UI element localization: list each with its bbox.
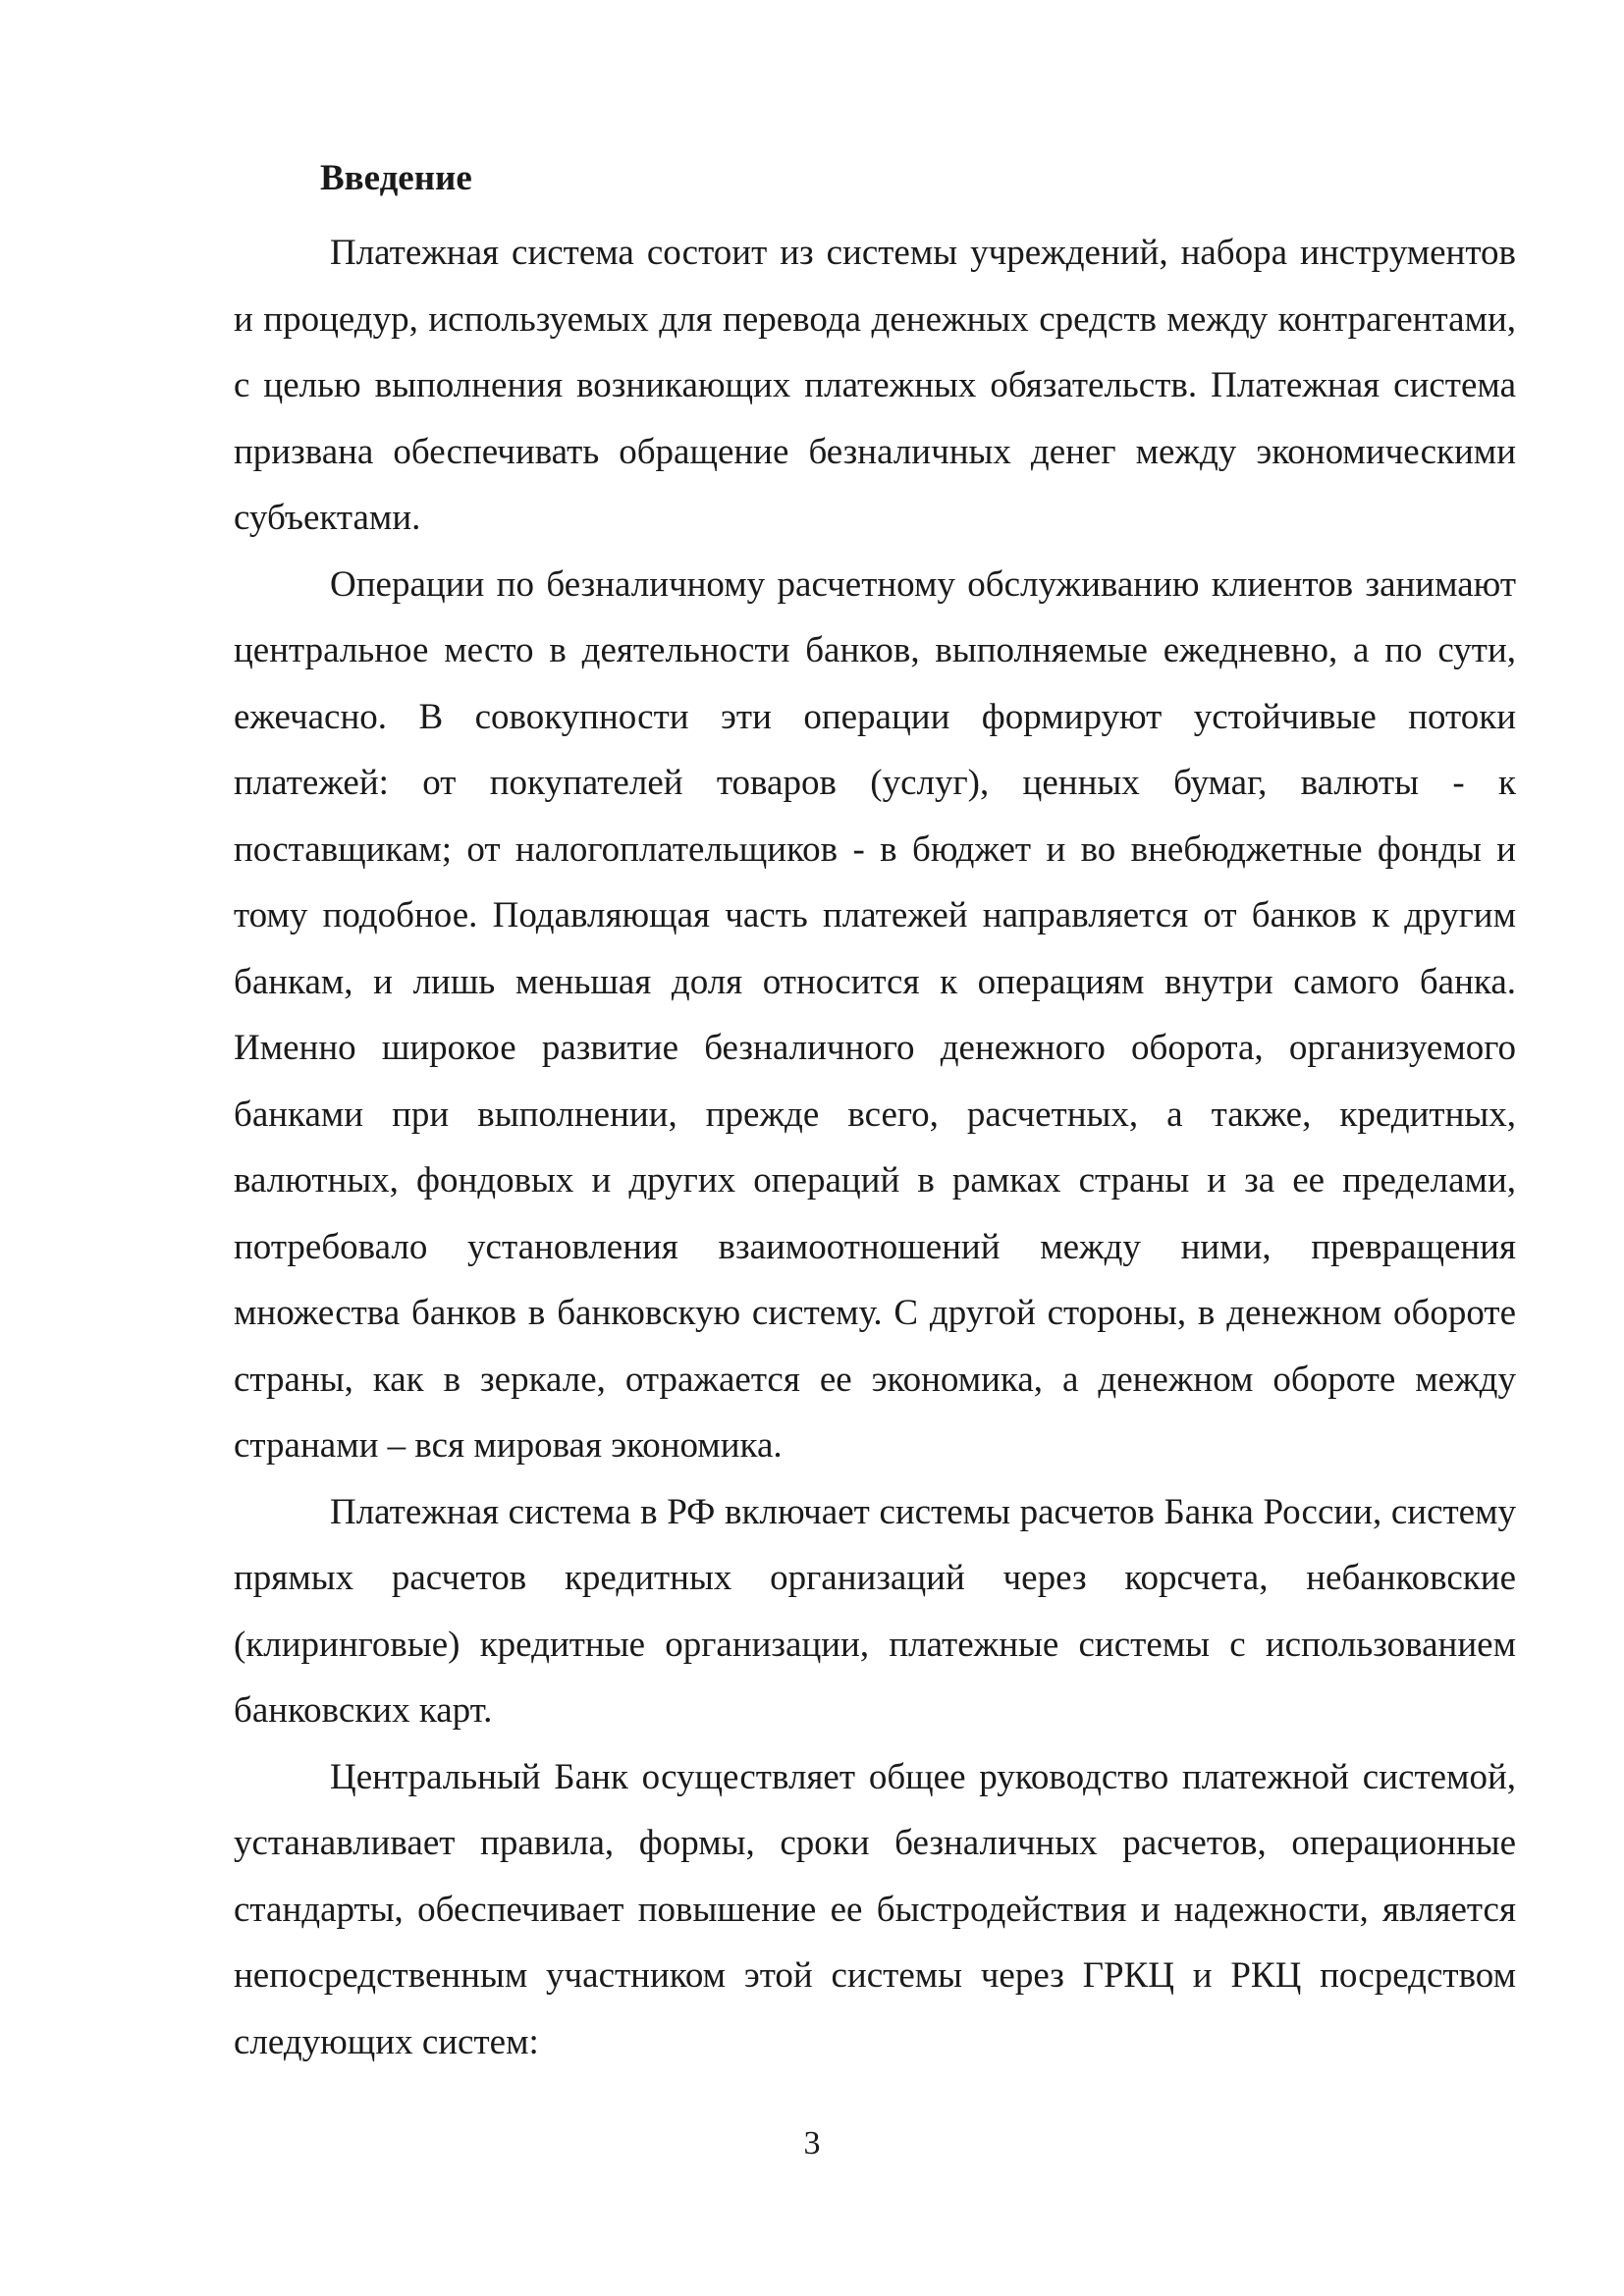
paragraph-3: Платежная система в РФ включает системы расчетов Банка России, систему прямых расчетов кредитных организаций через корсчета, небанковские (клиринговые) кредитные организации, платежные системы с использованием банковских карт. (234, 1491, 1516, 1731)
paragraph-2: Операции по безналичному расчетному обслуживанию клиентов занимают центральное место в деятельности банков, выполняемые ежедневно, а по сути, ежечасно. В совокупности эти операции формируют устойчивые потоки платежей: от покупателей товаров (услуг), ценных бумаг, валюты - к поставщикам; от налогоплательщиков - в бюджет и во внебюджетные фонды и тому подобное. Подавляющая часть платежей направляется от банков к другим банкам, и лишь меньшая доля относится к операциям внутри самого банка. Именно широкое развитие безналичного денежного оборота, организуемого банками при выполнении, прежде всего, расчетных, а также, кредитных, валютных, фондовых и других операций в рамках страны и за ее пределами, потребовало установления взаимоотношений между ними, превращения множества банков в банковскую систему. С другой стороны, в денежном обороте страны, как в зеркале, отражается ее экономика, а денежном обороте между странами – вся мировая экономика. (234, 563, 1516, 1466)
paragraph-4: Центральный Банк осуществляет общее руководство платежной системой, устанавливает правила, формы, сроки безналичных расчетов, операционные стандарты, обеспечивает повышение ее быстродействия и надежности, является непосредственным участником этой системы через ГРКЦ и РКЦ посредством следующих систем: (234, 1756, 1516, 2062)
paragraph-1: Платежная система состоит из системы учреждений, набора инструментов и процедур, используемых для перевода денежных средств между контрагентами, с целью выполнения возникающих платежных обязательств. Платежная система призвана обеспечивать обращение безналичных денег между экономическими субъектами. (234, 233, 1516, 538)
section-heading: Введение (320, 158, 472, 198)
page-number: 3 (803, 2125, 821, 2162)
document-body (234, 155, 1516, 2075)
